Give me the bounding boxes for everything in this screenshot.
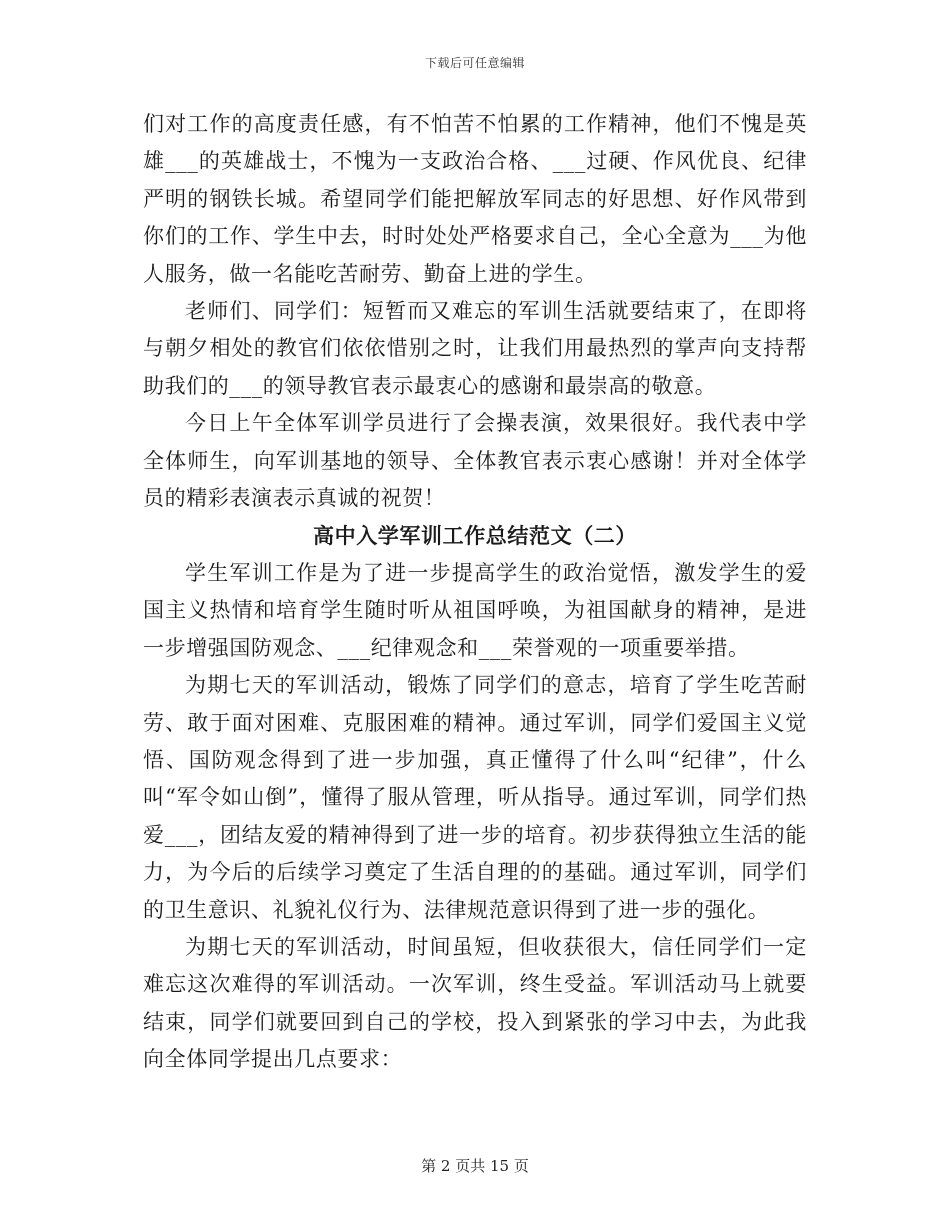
paragraph: 老师们、同学们：短暂而又难忘的军训生活就要结束了，在即将与朝夕相处的教官们依依惜别之时，让我们用最热烈的掌声向支持帮助我们的___的领导教官表示最衷心的感谢和最崇高的敬意。	[143, 299, 807, 398]
paragraph: 学生军训工作是为了进一步提高学生的政治觉悟，激发学生的爱国主义热情和培育学生随时听从祖国呼唤，为祖国献身的精神，是进一步增强国防观念、___纪律观念和___荣誉观的一项重要举措。	[143, 560, 807, 660]
paragraph: 为期七天的军训活动，锻炼了同学们的意志，培育了学生吃苦耐劳、敢于面对困难、克服困难的精神。通过军训，同学们爱国主义觉悟、国防观念得到了进一步加强，真正懂得了什么叫“纪律”，什么叫“军令如山倒”，懂得了服从管理，听从指导。通过军训，同学们热爱___，团结友爱的精神得到了进一步的培育。初步获得独立生活的能力，为今后的后续学习奠定了生活自理的的基础。通过军训，同学们的卫生意识、礼貌礼仪行为、法律规范意识得到了进一步的强化。	[143, 673, 808, 922]
section-title: 高中入学军训工作总结范文（二）	[313, 523, 637, 549]
page-number-footer: 第 2 页共 15 页	[421, 1157, 529, 1175]
paragraph: 为期七天的军训活动，时间虽短，但收获很大，信任同学们一定难忘这次难得的军训活动。一次军训，终生受益。军训活动马上就要结束，同学们就要回到自己的学校，投入到紧张的学习中去，为此我向全体同学提出几点要求：	[143, 934, 807, 1072]
page-header: 下载后可任意编辑	[424, 56, 525, 70]
document-body	[143, 106, 807, 1079]
paragraph-continued: 们对工作的高度责任感，有不怕苦不怕累的工作精神，他们不愧是英雄___的英雄战士，不愧为一支政治合格、___过硬、作风优良、纪律严明的钢铁长城。希望同学们能把解放军同志的好思想、好作风带到你们的工作、学生中去，时时处处严格要求自己，全心全意为___为他人服务，做一名能吃苦耐劳、勤奋上进的学生。	[143, 112, 807, 286]
paragraph: 今日上午全体军训学员进行了会操表演，效果很好。我代表中学全体师生，向军训基地的领导、全体教官表示衷心感谢！并对全体学员的精彩表演表示真诚的祝贺！	[143, 411, 807, 511]
